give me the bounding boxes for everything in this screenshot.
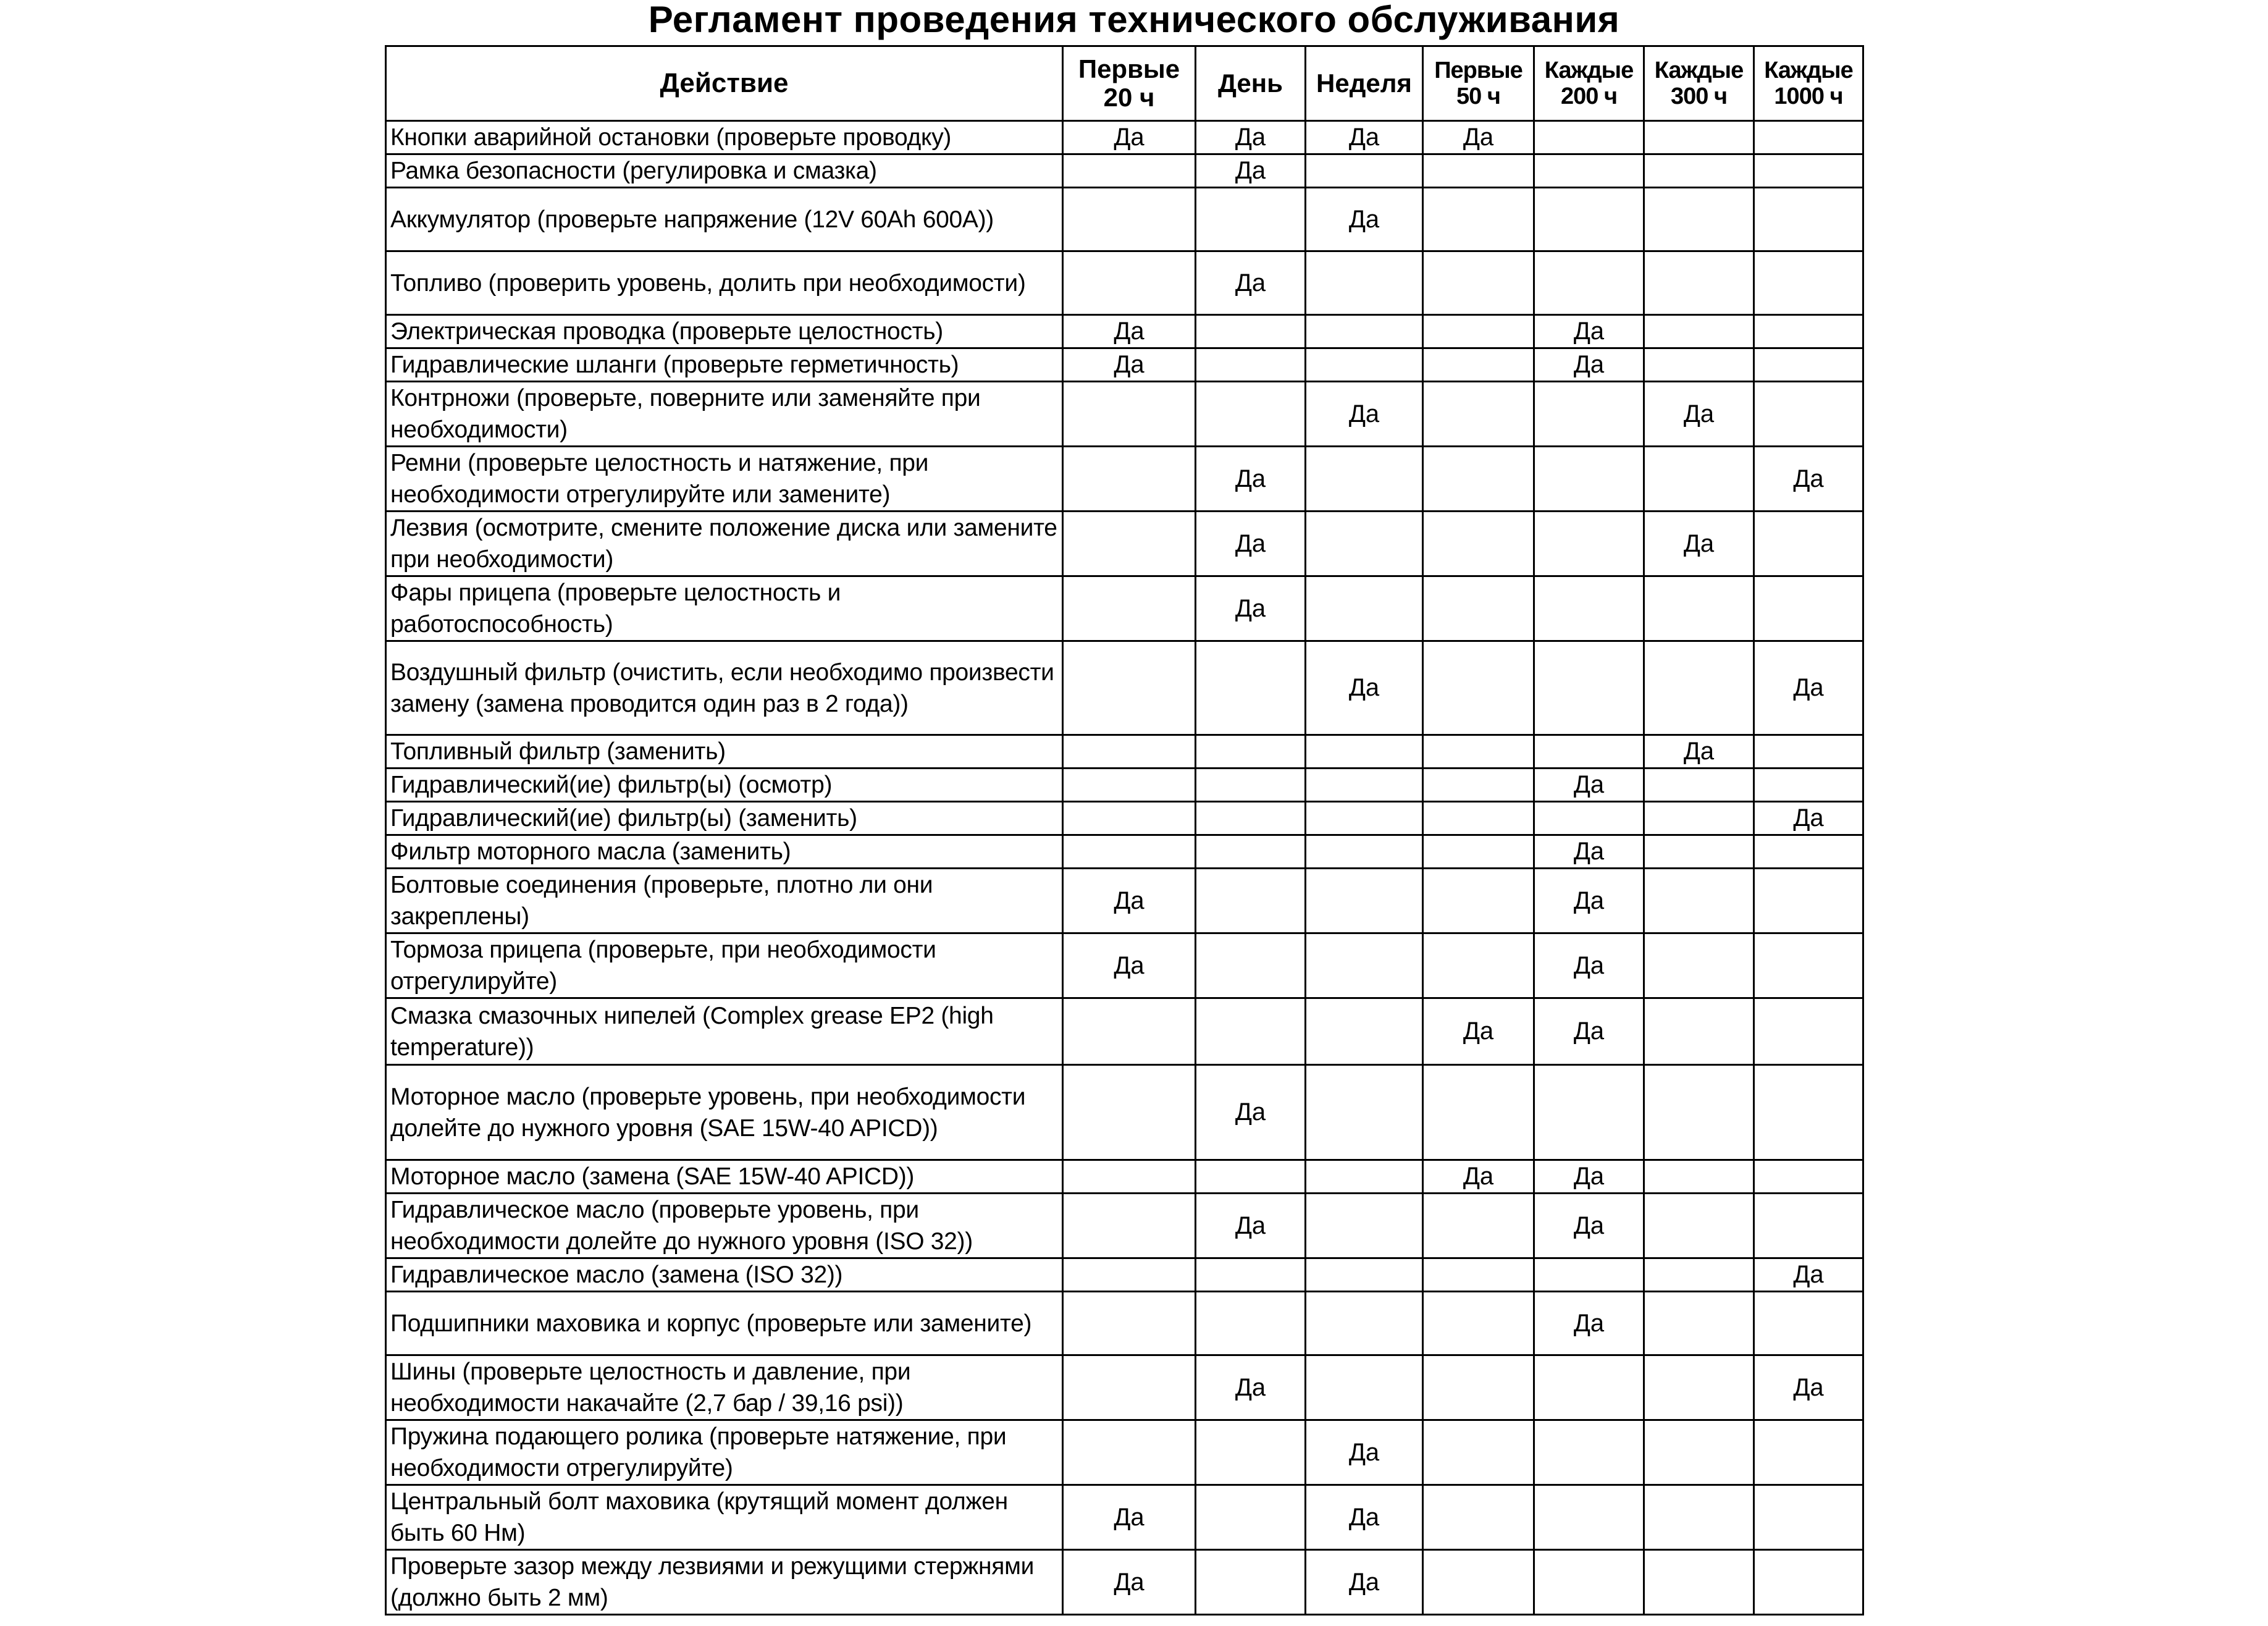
- maintenance-schedule-table: [385, 45, 1864, 1615]
- cell-week: [1306, 348, 1423, 382]
- cell-first-50h: [1423, 1065, 1534, 1160]
- cell-every-300h: [1644, 1420, 1754, 1485]
- cell-week: [1306, 933, 1423, 998]
- cell-week: [1306, 835, 1423, 869]
- cell-every-300h: [1644, 1194, 1754, 1258]
- cell-every-300h: [1644, 1258, 1754, 1292]
- cell-first-20h: Да: [1063, 121, 1196, 154]
- cell-every-200h: [1534, 1485, 1644, 1550]
- cell-first-50h: [1423, 769, 1534, 802]
- action-cell: Гидравлические шланги (проверьте герметичность): [386, 348, 1063, 382]
- cell-every-200h: [1534, 802, 1644, 835]
- cell-every-300h: [1644, 1355, 1754, 1420]
- table-row: [386, 1550, 1863, 1615]
- cell-every-1000h: [1754, 1160, 1863, 1194]
- table-row: [386, 447, 1863, 512]
- action-cell: Гидравлический(ие) фильтр(ы) (осмотр): [386, 769, 1063, 802]
- cell-day: [1196, 188, 1306, 251]
- cell-every-300h: [1644, 576, 1754, 641]
- table-row: [386, 869, 1863, 933]
- table-row: [386, 382, 1863, 447]
- action-cell: Рамка безопасности (регулировка и смазка): [386, 154, 1063, 188]
- cell-day: [1196, 933, 1306, 998]
- column-header-every-1000h: Каждые 1000 ч: [1754, 46, 1863, 121]
- header-row: [386, 46, 1863, 121]
- cell-every-1000h: [1754, 512, 1863, 576]
- cell-first-20h: [1063, 1160, 1196, 1194]
- cell-first-50h: [1423, 1258, 1534, 1292]
- column-header-every-300h: Каждые 300 ч: [1644, 46, 1754, 121]
- table-row: [386, 512, 1863, 576]
- cell-first-20h: [1063, 382, 1196, 447]
- cell-week: [1306, 315, 1423, 348]
- cell-first-50h: [1423, 641, 1534, 735]
- cell-every-1000h: [1754, 1065, 1863, 1160]
- column-header-week: Неделя: [1306, 46, 1423, 121]
- action-cell: Фильтр моторного масла (заменить): [386, 835, 1063, 869]
- action-cell: Лезвия (осмотрите, смените положение диска или замените при необходимости): [386, 512, 1063, 576]
- cell-day: [1196, 382, 1306, 447]
- cell-first-50h: [1423, 802, 1534, 835]
- action-cell: Топливо (проверить уровень, долить при необходимости): [386, 251, 1063, 315]
- table-row: [386, 735, 1863, 769]
- table-row: [386, 1355, 1863, 1420]
- cell-every-200h: Да: [1534, 1160, 1644, 1194]
- cell-day: [1196, 348, 1306, 382]
- cell-week: [1306, 512, 1423, 576]
- table-row: [386, 188, 1863, 251]
- cell-first-50h: [1423, 1292, 1534, 1355]
- cell-every-300h: [1644, 641, 1754, 735]
- cell-first-20h: [1063, 576, 1196, 641]
- cell-week: [1306, 1292, 1423, 1355]
- cell-first-20h: [1063, 447, 1196, 512]
- cell-every-200h: [1534, 188, 1644, 251]
- cell-day: [1196, 735, 1306, 769]
- table-row: [386, 1160, 1863, 1194]
- cell-week: [1306, 251, 1423, 315]
- cell-every-200h: Да: [1534, 869, 1644, 933]
- cell-every-300h: [1644, 1550, 1754, 1615]
- cell-first-50h: [1423, 1485, 1534, 1550]
- cell-every-1000h: [1754, 1292, 1863, 1355]
- cell-week: [1306, 1355, 1423, 1420]
- cell-every-1000h: [1754, 835, 1863, 869]
- cell-day: [1196, 1420, 1306, 1485]
- cell-every-200h: [1534, 154, 1644, 188]
- cell-week: [1306, 1160, 1423, 1194]
- cell-first-50h: [1423, 835, 1534, 869]
- cell-first-50h: [1423, 447, 1534, 512]
- cell-every-300h: [1644, 1292, 1754, 1355]
- action-cell: Проверьте зазор между лезвиями и режущими стержнями (должно быть 2 мм): [386, 1550, 1063, 1615]
- cell-every-200h: [1534, 447, 1644, 512]
- cell-every-1000h: [1754, 769, 1863, 802]
- cell-first-20h: Да: [1063, 869, 1196, 933]
- cell-first-50h: [1423, 735, 1534, 769]
- cell-every-200h: [1534, 1420, 1644, 1485]
- cell-every-300h: [1644, 315, 1754, 348]
- table-row: [386, 154, 1863, 188]
- action-cell: Гидравлическое масло (замена (ISO 32)): [386, 1258, 1063, 1292]
- cell-week: [1306, 769, 1423, 802]
- cell-every-300h: [1644, 251, 1754, 315]
- cell-every-1000h: [1754, 154, 1863, 188]
- column-header-first-20h: Первые 20 ч: [1063, 46, 1196, 121]
- cell-first-20h: [1063, 1194, 1196, 1258]
- cell-first-20h: [1063, 1292, 1196, 1355]
- action-cell: Моторное масло (проверьте уровень, при необходимости долейте до нужного уровня (SAE 15W-40 APICD)): [386, 1065, 1063, 1160]
- cell-first-50h: [1423, 1355, 1534, 1420]
- cell-day: Да: [1196, 251, 1306, 315]
- cell-every-200h: Да: [1534, 1194, 1644, 1258]
- cell-every-200h: [1534, 1258, 1644, 1292]
- cell-every-300h: [1644, 835, 1754, 869]
- table-row: [386, 769, 1863, 802]
- table-row: [386, 348, 1863, 382]
- cell-every-300h: [1644, 121, 1754, 154]
- cell-first-20h: [1063, 1420, 1196, 1485]
- cell-first-50h: [1423, 1550, 1534, 1615]
- table-row: [386, 315, 1863, 348]
- table-row: [386, 933, 1863, 998]
- cell-day: [1196, 998, 1306, 1065]
- cell-week: Да: [1306, 382, 1423, 447]
- cell-every-1000h: [1754, 998, 1863, 1065]
- cell-every-300h: [1644, 869, 1754, 933]
- cell-every-300h: [1644, 802, 1754, 835]
- cell-week: Да: [1306, 1420, 1423, 1485]
- cell-every-200h: [1534, 1355, 1644, 1420]
- cell-first-50h: [1423, 869, 1534, 933]
- cell-every-300h: [1644, 769, 1754, 802]
- cell-week: [1306, 1065, 1423, 1160]
- cell-every-200h: [1534, 251, 1644, 315]
- cell-every-1000h: [1754, 735, 1863, 769]
- cell-day: [1196, 802, 1306, 835]
- column-header-every-200h: Каждые 200 ч: [1534, 46, 1644, 121]
- cell-every-1000h: [1754, 251, 1863, 315]
- cell-every-300h: Да: [1644, 382, 1754, 447]
- cell-first-50h: [1423, 348, 1534, 382]
- cell-first-20h: [1063, 835, 1196, 869]
- action-cell: Фары прицепа (проверьте целостность и работоспособность): [386, 576, 1063, 641]
- action-cell: Смазка смазочных нипелей (Complex grease EP2 (high temperature)): [386, 998, 1063, 1065]
- cell-day: [1196, 1160, 1306, 1194]
- cell-every-300h: [1644, 348, 1754, 382]
- cell-day: [1196, 1292, 1306, 1355]
- table-row: [386, 1292, 1863, 1355]
- cell-first-20h: Да: [1063, 315, 1196, 348]
- cell-every-1000h: Да: [1754, 447, 1863, 512]
- action-cell: Болтовые соединения (проверьте, плотно ли они закреплены): [386, 869, 1063, 933]
- cell-every-300h: Да: [1644, 512, 1754, 576]
- cell-every-200h: [1534, 1550, 1644, 1615]
- cell-every-1000h: [1754, 869, 1863, 933]
- cell-first-20h: [1063, 641, 1196, 735]
- cell-first-20h: [1063, 154, 1196, 188]
- table-row: [386, 998, 1863, 1065]
- cell-every-1000h: [1754, 576, 1863, 641]
- cell-every-1000h: Да: [1754, 641, 1863, 735]
- cell-week: Да: [1306, 1550, 1423, 1615]
- table-row: [386, 1194, 1863, 1258]
- cell-every-1000h: Да: [1754, 1258, 1863, 1292]
- table-row: [386, 1420, 1863, 1485]
- cell-day: [1196, 1485, 1306, 1550]
- cell-week: Да: [1306, 121, 1423, 154]
- cell-every-200h: [1534, 641, 1644, 735]
- cell-first-50h: [1423, 576, 1534, 641]
- table-row: [386, 802, 1863, 835]
- cell-week: Да: [1306, 641, 1423, 735]
- cell-day: [1196, 1550, 1306, 1615]
- cell-first-20h: [1063, 251, 1196, 315]
- cell-every-300h: [1644, 998, 1754, 1065]
- action-cell: Электрическая проводка (проверьте целостность): [386, 315, 1063, 348]
- action-cell: Шины (проверьте целостность и давление, при необходимости накачайте (2,7 бар / 39,16 psi)): [386, 1355, 1063, 1420]
- cell-week: [1306, 998, 1423, 1065]
- action-cell: Контрножи (проверьте, поверните или заменяйте при необходимости): [386, 382, 1063, 447]
- cell-every-1000h: [1754, 188, 1863, 251]
- cell-day: [1196, 869, 1306, 933]
- cell-first-50h: [1423, 1420, 1534, 1485]
- cell-first-50h: [1423, 154, 1534, 188]
- cell-first-50h: [1423, 251, 1534, 315]
- cell-day: Да: [1196, 447, 1306, 512]
- cell-first-20h: Да: [1063, 348, 1196, 382]
- action-cell: Подшипники маховика и корпус (проверьте или замените): [386, 1292, 1063, 1355]
- cell-every-200h: Да: [1534, 769, 1644, 802]
- cell-every-200h: Да: [1534, 933, 1644, 998]
- cell-every-300h: [1644, 154, 1754, 188]
- action-cell: Гидравлическое масло (проверьте уровень, при необходимости долейте до нужного уровня (ISO 32)): [386, 1194, 1063, 1258]
- cell-first-20h: [1063, 735, 1196, 769]
- column-header-day: День: [1196, 46, 1306, 121]
- cell-every-200h: [1534, 512, 1644, 576]
- cell-day: [1196, 1258, 1306, 1292]
- cell-day: [1196, 835, 1306, 869]
- cell-every-1000h: [1754, 1420, 1863, 1485]
- table-row: [386, 121, 1863, 154]
- cell-every-200h: Да: [1534, 1292, 1644, 1355]
- cell-every-1000h: Да: [1754, 802, 1863, 835]
- table-row: [386, 576, 1863, 641]
- action-cell: Воздушный фильтр (очистить, если необходимо произвести замену (замена проводится один раз в 2 года)): [386, 641, 1063, 735]
- column-header-action: Действие: [386, 46, 1063, 121]
- cell-first-50h: [1423, 382, 1534, 447]
- action-cell: Гидравлический(ие) фильтр(ы) (заменить): [386, 802, 1063, 835]
- action-cell: Топливный фильтр (заменить): [386, 735, 1063, 769]
- cell-day: Да: [1196, 121, 1306, 154]
- cell-every-300h: [1644, 1485, 1754, 1550]
- cell-first-20h: Да: [1063, 933, 1196, 998]
- cell-every-300h: [1644, 447, 1754, 512]
- column-header-first-50h: Первые 50 ч: [1423, 46, 1534, 121]
- cell-every-1000h: [1754, 1194, 1863, 1258]
- cell-day: Да: [1196, 1355, 1306, 1420]
- cell-week: [1306, 447, 1423, 512]
- cell-every-300h: [1644, 188, 1754, 251]
- cell-first-50h: [1423, 933, 1534, 998]
- cell-day: Да: [1196, 1194, 1306, 1258]
- cell-every-200h: [1534, 1065, 1644, 1160]
- cell-every-200h: Да: [1534, 315, 1644, 348]
- cell-first-20h: [1063, 1258, 1196, 1292]
- cell-every-300h: [1644, 1160, 1754, 1194]
- cell-day: Да: [1196, 1065, 1306, 1160]
- table-row: [386, 1258, 1863, 1292]
- cell-first-20h: [1063, 998, 1196, 1065]
- cell-week: [1306, 735, 1423, 769]
- cell-every-200h: [1534, 735, 1644, 769]
- cell-day: [1196, 641, 1306, 735]
- cell-first-20h: [1063, 769, 1196, 802]
- action-cell: Пружина подающего ролика (проверьте натяжение, при необходимости отрегулируйте): [386, 1420, 1063, 1485]
- cell-week: [1306, 1194, 1423, 1258]
- cell-every-200h: [1534, 121, 1644, 154]
- cell-week: [1306, 154, 1423, 188]
- cell-first-20h: [1063, 512, 1196, 576]
- cell-first-50h: [1423, 512, 1534, 576]
- table-row: [386, 1485, 1863, 1550]
- cell-first-50h: [1423, 315, 1534, 348]
- table-row: [386, 251, 1863, 315]
- cell-week: Да: [1306, 188, 1423, 251]
- cell-every-1000h: Да: [1754, 1355, 1863, 1420]
- action-cell: Моторное масло (замена (SAE 15W-40 APICD)): [386, 1160, 1063, 1194]
- cell-week: Да: [1306, 1485, 1423, 1550]
- cell-first-20h: [1063, 188, 1196, 251]
- cell-first-20h: [1063, 1355, 1196, 1420]
- cell-first-50h: [1423, 1194, 1534, 1258]
- cell-every-300h: Да: [1644, 735, 1754, 769]
- cell-week: [1306, 1258, 1423, 1292]
- cell-first-50h: [1423, 188, 1534, 251]
- cell-every-200h: Да: [1534, 998, 1644, 1065]
- cell-every-200h: Да: [1534, 348, 1644, 382]
- cell-day: Да: [1196, 576, 1306, 641]
- cell-every-1000h: [1754, 1485, 1863, 1550]
- cell-every-1000h: [1754, 933, 1863, 998]
- cell-every-300h: [1644, 1065, 1754, 1160]
- cell-day: Да: [1196, 154, 1306, 188]
- cell-week: [1306, 869, 1423, 933]
- cell-first-20h: [1063, 1065, 1196, 1160]
- cell-every-1000h: [1754, 382, 1863, 447]
- cell-every-200h: [1534, 576, 1644, 641]
- action-cell: Тормоза прицепа (проверьте, при необходимости отрегулируйте): [386, 933, 1063, 998]
- document-title: Регламент проведения технического обслуживания: [648, 0, 1620, 40]
- action-cell: Ремни (проверьте целостность и натяжение, при необходимости отрегулируйте или замените): [386, 447, 1063, 512]
- cell-first-20h: [1063, 802, 1196, 835]
- cell-every-200h: [1534, 382, 1644, 447]
- table-row: [386, 641, 1863, 735]
- cell-every-1000h: [1754, 1550, 1863, 1615]
- cell-every-300h: [1644, 933, 1754, 998]
- cell-every-200h: Да: [1534, 835, 1644, 869]
- cell-every-1000h: [1754, 348, 1863, 382]
- table-row: [386, 1065, 1863, 1160]
- cell-day: Да: [1196, 512, 1306, 576]
- cell-day: [1196, 315, 1306, 348]
- cell-first-20h: Да: [1063, 1550, 1196, 1615]
- table-row: [386, 835, 1863, 869]
- cell-every-1000h: [1754, 315, 1863, 348]
- action-cell: Аккумулятор (проверьте напряжение (12V 60Ah 600A)): [386, 188, 1063, 251]
- cell-day: [1196, 769, 1306, 802]
- cell-first-50h: Да: [1423, 1160, 1534, 1194]
- action-cell: Кнопки аварийной остановки (проверьте проводку): [386, 121, 1063, 154]
- cell-every-1000h: [1754, 121, 1863, 154]
- cell-week: [1306, 576, 1423, 641]
- cell-first-50h: Да: [1423, 998, 1534, 1065]
- cell-week: [1306, 802, 1423, 835]
- cell-first-20h: Да: [1063, 1485, 1196, 1550]
- action-cell: Центральный болт маховика (крутящий момент должен быть 60 Нм): [386, 1485, 1063, 1550]
- cell-first-50h: Да: [1423, 121, 1534, 154]
